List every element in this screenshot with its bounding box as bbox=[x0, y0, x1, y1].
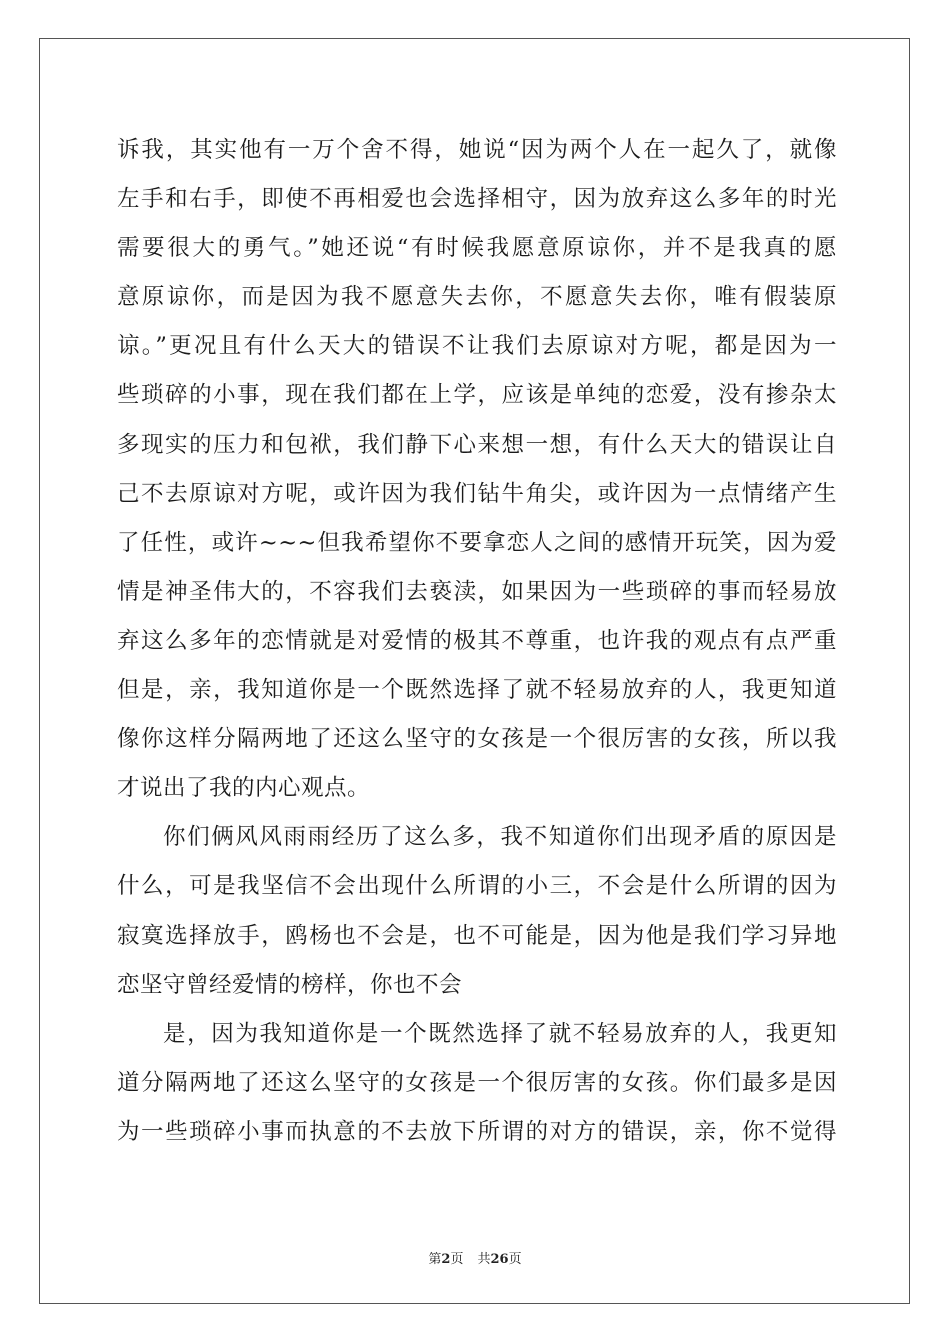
text-line: 多现实的压力和包袱，我们静下心来想一想，有什么天大的错误让自 bbox=[117, 431, 837, 458]
document-body bbox=[117, 126, 837, 1157]
paragraph bbox=[117, 813, 837, 1009]
text-line: 像你这样分隔两地了还这么坚守的女孩是一个很厉害的女孩，所以我 bbox=[117, 726, 837, 753]
paragraph bbox=[117, 1010, 837, 1157]
total-suffix: 页 bbox=[508, 1252, 522, 1267]
text-line: 道分隔两地了还这么坚守的女孩是一个很厉害的女孩。你们最多是因 bbox=[117, 1069, 837, 1096]
total-prefix: 共 bbox=[477, 1252, 491, 1267]
text-line: 诉我，其实他有一万个舍不得，她说“因为两个人在一起久了，就像 bbox=[117, 137, 837, 163]
text-line: 你们俩风风雨雨经历了这么多，我不知道你们出现矛盾的原因是 bbox=[163, 824, 837, 851]
total-pages: 26 bbox=[490, 1252, 509, 1267]
text-line: 寂寞选择放手，鸥杨也不会是，也不可能是，因为他是我们学习异地 bbox=[117, 922, 837, 949]
text-line: 些琐碎的小事，现在我们都在上学，应该是单纯的恋爱，没有掺杂太 bbox=[117, 382, 837, 409]
text-line: 谅。”更况且有什么天大的错误不让我们去原谅对方呢，都是因为一 bbox=[117, 333, 837, 360]
text-line: 是，因为我知道你是一个既然选择了就不轻易放弃的人，我更知 bbox=[163, 1020, 837, 1047]
text-line: 需要很大的勇气。”她还说“有时候我愿意原谅你，并不是我真的愿 bbox=[117, 235, 837, 262]
text-line: 才说出了我的内心观点。 bbox=[117, 775, 371, 802]
text-line: 意原谅你，而是因为我不愿意失去你，不愿意失去你，唯有假装原 bbox=[117, 284, 837, 311]
text-line: 了任性，或许~~~但我希望你不要拿恋人之间的感情开玩笑，因为爱 bbox=[117, 529, 837, 556]
text-line: 什么，可是我坚信不会出现什么所谓的小三，不会是什么所谓的因为 bbox=[117, 873, 837, 900]
text-line: 左手和右手，即使不再相爱也会选择相守，因为放弃这么多年的时光 bbox=[117, 186, 837, 213]
text-line: 弃这么多年的恋情就是对爱情的极其不尊重，也许我的观点有点严重 bbox=[117, 627, 837, 654]
text-line: 情是神圣伟大的，不容我们去亵渎，如果因为一些琐碎的事而轻易放 bbox=[117, 578, 837, 605]
paragraph bbox=[117, 126, 837, 813]
text-line: 但是，亲，我知道你是一个既然选择了就不轻易放弃的人，我更知道 bbox=[117, 677, 837, 704]
page-suffix: 页 bbox=[450, 1252, 464, 1267]
page-prefix: 第 bbox=[428, 1252, 442, 1267]
text-line: 己不去原谅对方呢，或许因为我们钻牛角尖，或许因为一点情绪产生 bbox=[117, 480, 837, 507]
page-footer bbox=[0, 1248, 950, 1267]
text-line: 为一些琐碎小事而执意的不去放下所谓的对方的错误，亲，你不觉得 bbox=[117, 1118, 837, 1145]
text-line: 恋坚守曾经爱情的榜样，你也不会 bbox=[117, 971, 463, 998]
page-number: 2 bbox=[441, 1252, 451, 1267]
